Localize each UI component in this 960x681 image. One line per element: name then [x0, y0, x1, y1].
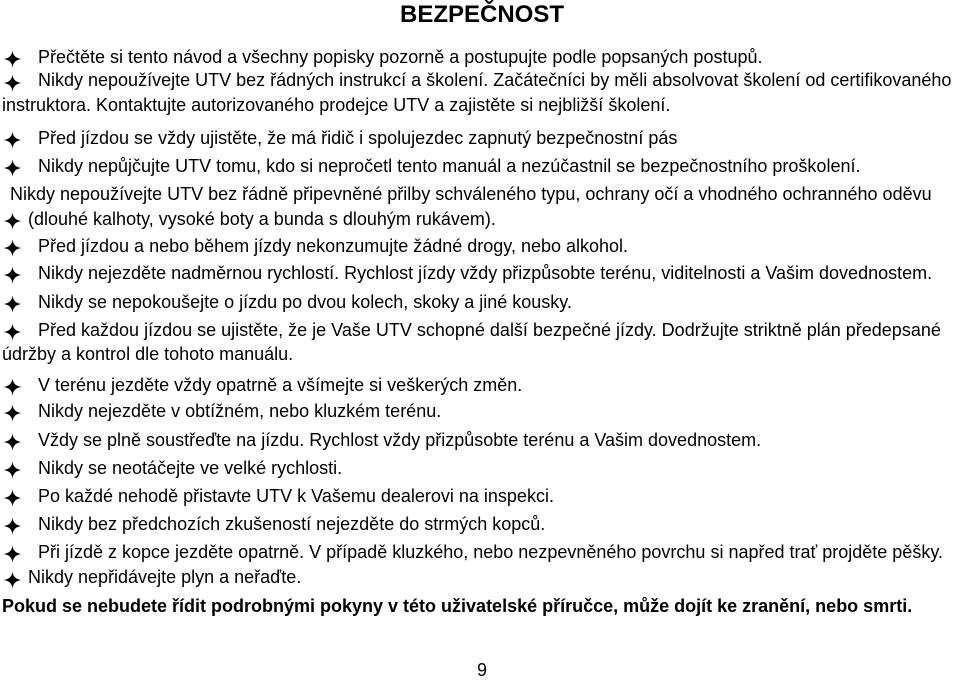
list-item-text: Nikdy nepřidávejte plyn a neřaďte.: [28, 567, 302, 587]
four-point-star-icon: [3, 323, 22, 341]
four-point-star-icon: [3, 159, 22, 177]
list-item-text: Před jízdou se vždy ujistěte, že má řidič i spolujezdec zapnutý bezpečnostní pás: [38, 128, 678, 148]
four-point-star-icon: [3, 239, 22, 257]
list-item-text-continued: údržby a kontrol dle tohoto manuálu.: [2, 344, 294, 364]
list-item-text: Nikdy nejezděte v obtížném, nebo kluzkém terénu.: [38, 401, 442, 421]
page-title: BEZPEČNOST: [399, 1, 564, 28]
four-point-star-icon: [3, 489, 22, 507]
list-item-text: Před jízdou a nebo během jízdy nekonzumujte žádné drogy, nebo alkohol.: [38, 236, 629, 256]
list-item-text: Nikdy se nepokoušejte o jízdu po dvou kolech, skoky a jiné kousky.: [38, 292, 572, 312]
list-item-text: Nikdy se neotáčejte ve velké rychlosti.: [38, 458, 343, 478]
list-item-text: Nikdy nejezděte nadměrnou rychlostí. Rychlost jízdy vždy přizpůsobte terénu, viditelnosti a Vašim dovednostem.: [38, 263, 933, 283]
list-item-text: Přečtěte si tento návod a všechny popisky pozorně a postupujte podle popsaných postupů.: [38, 47, 763, 67]
four-point-star-icon: [3, 378, 22, 396]
four-point-star-icon: [3, 461, 22, 479]
four-point-star-icon: [3, 131, 22, 149]
four-point-star-icon: [3, 50, 22, 68]
list-item-text: Při jízdě z kopce jezděte opatrně. V případě kluzkého, nebo nezpevněného povrchu si napřed trať projděte pěšky.: [38, 542, 943, 562]
list-item-text-continued: instruktora. Kontaktujte autorizovaného prodejce UTV a zajistěte si nejbližší školení.: [2, 95, 671, 115]
four-point-star-icon: [3, 266, 22, 284]
list-item-text: Nikdy nepůjčujte UTV tomu, kdo si nepročetl tento manuál a nezúčastnil se bezpečnostního proškolení.: [38, 156, 861, 176]
four-point-star-icon: [3, 404, 22, 422]
four-point-star-icon: [3, 545, 22, 563]
list-item-text: Před každou jízdou se ujistěte, že je Vaše UTV schopné další bezpečné jízdy. Dodržujte striktně plán předepsané: [38, 320, 941, 340]
four-point-star-icon: [3, 74, 22, 92]
list-item-text: Nikdy bez předchozích zkušeností nejezděte do strmých kopců.: [38, 514, 546, 534]
list-item-text: Nikdy nepoužívejte UTV bez řádných instrukcí a školení. Začátečníci by měli absolvovat školení od certifikovaného: [38, 70, 952, 90]
list-item-text: V terénu jezděte vždy opatrně a všímejte si veškerých změn.: [38, 375, 523, 395]
list-item-text: Po každé nehodě přistavte UTV k Vašemu dealerovi na inspekci.: [38, 486, 554, 506]
four-point-star-icon: [3, 433, 22, 451]
page-number: 9: [476, 660, 487, 680]
list-item-text: Nikdy nepoužívejte UTV bez řádně připevněné přilby schváleného typu, ochrany očí a vhodného ochranného oděvu: [10, 184, 932, 204]
four-point-star-icon: [3, 517, 22, 535]
four-point-star-icon: [3, 571, 22, 589]
four-point-star-icon: [3, 295, 22, 313]
list-item-text-continued: (dlouhé kalhoty, vysoké boty a bunda s dlouhým rukávem).: [28, 209, 496, 229]
warning-text: Pokud se nebudete řídit podrobnými pokyny v této uživatelské příručce, může dojít ke zranění, nebo smrti.: [2, 596, 913, 616]
list-item-text: Vždy se plně soustřeďte na jízdu. Rychlost vždy přizpůsobte terénu a Vašim dovednostem.: [38, 430, 762, 450]
four-point-star-icon: [3, 212, 22, 230]
